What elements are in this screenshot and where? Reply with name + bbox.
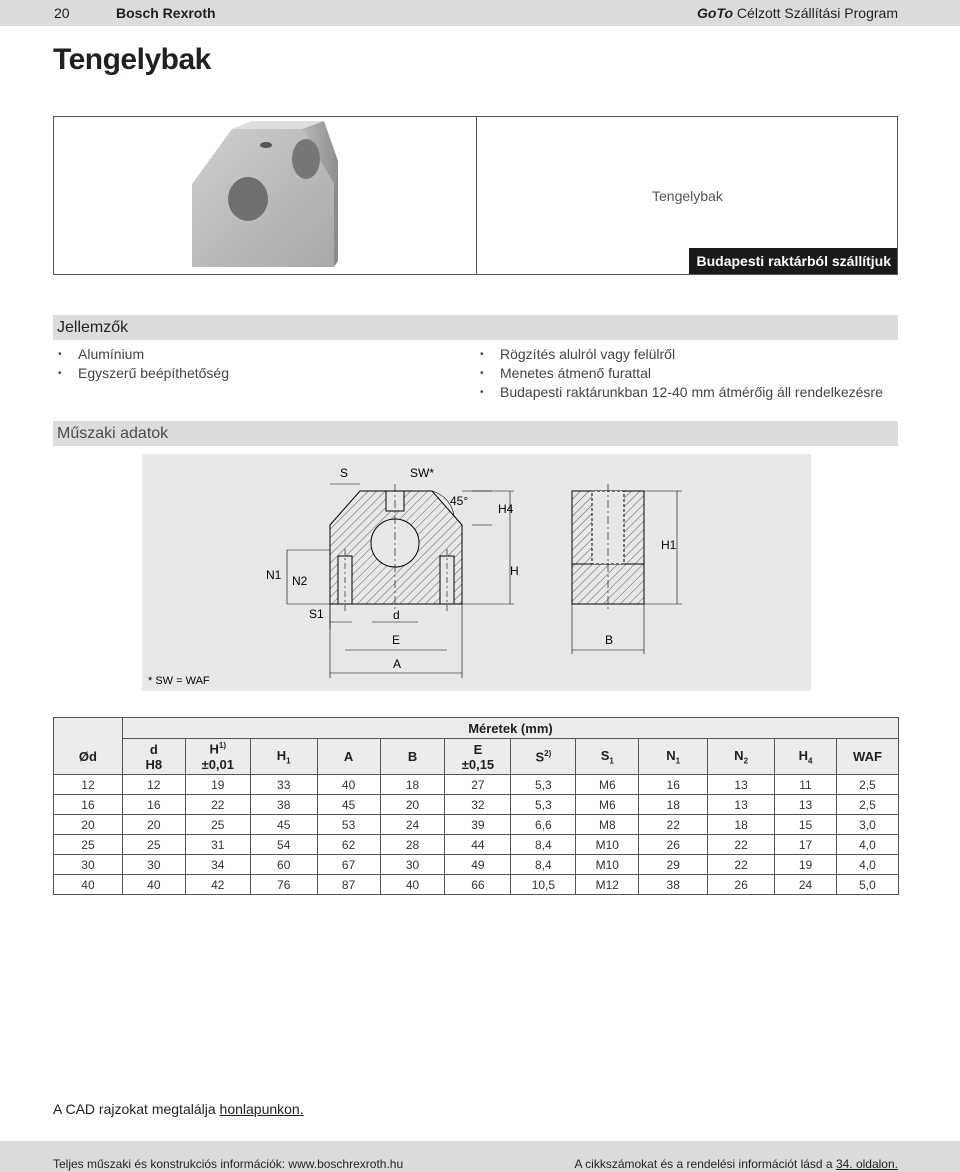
footer-left: Teljes műszaki és konstrukciós információk: www.boschrexroth.hu bbox=[53, 1157, 404, 1171]
table-cell: 40 bbox=[380, 875, 445, 895]
col-d bbox=[122, 739, 185, 775]
table-cell: 25 bbox=[122, 835, 185, 855]
col-h1-text: H bbox=[276, 747, 287, 763]
label-h1: H1 bbox=[661, 538, 677, 552]
table-cell: 3,0 bbox=[836, 815, 898, 835]
feature-item: • Menetes átmenő furattal bbox=[500, 364, 883, 383]
col-waf: WAF bbox=[836, 739, 898, 775]
table-cell: 2,5 bbox=[836, 795, 898, 815]
table-cell: 16 bbox=[639, 775, 708, 795]
footer-page-link[interactable]: 34. oldalon. bbox=[835, 1157, 898, 1171]
table-cell: 29 bbox=[639, 855, 708, 875]
drawing-svg bbox=[142, 454, 811, 691]
table-cell: 11 bbox=[775, 775, 837, 795]
group-header: Méretek (mm) bbox=[122, 718, 898, 739]
table-cell: 44 bbox=[445, 835, 511, 855]
col-b: B bbox=[380, 739, 445, 775]
table-cell: 39 bbox=[445, 815, 511, 835]
col-h bbox=[185, 739, 250, 775]
label-a: A bbox=[393, 657, 402, 671]
page-footer bbox=[0, 1141, 960, 1172]
table-cell: M12 bbox=[576, 875, 639, 895]
col-h4-sub: 4 bbox=[807, 756, 813, 766]
table-cell: 54 bbox=[250, 835, 317, 855]
col-d-line1: d bbox=[149, 741, 158, 757]
table-row bbox=[54, 775, 899, 795]
footer-right-text: A cikkszámokat és a rendelési információt lásd a bbox=[574, 1157, 836, 1171]
hero-divider bbox=[476, 117, 477, 274]
page-number: 20 bbox=[54, 5, 70, 21]
table-cell: 4,0 bbox=[836, 835, 898, 855]
table-cell: 60 bbox=[250, 855, 317, 875]
table-cell: 30 bbox=[380, 855, 445, 875]
table-cell: 38 bbox=[250, 795, 317, 815]
table-cell: 18 bbox=[380, 775, 445, 795]
table-cell: 87 bbox=[317, 875, 380, 895]
table-cell: 33 bbox=[250, 775, 317, 795]
label-sw-note: * SW = WAF bbox=[148, 675, 210, 687]
col-od: Ød bbox=[54, 739, 123, 775]
table-cell: 26 bbox=[708, 875, 775, 895]
table-cell: 28 bbox=[380, 835, 445, 855]
col-n1 bbox=[639, 739, 708, 775]
label-h4: H4 bbox=[498, 502, 514, 516]
table-cell: 24 bbox=[380, 815, 445, 835]
table-cell: 18 bbox=[708, 815, 775, 835]
table-body bbox=[54, 775, 899, 895]
table-cell: 66 bbox=[445, 875, 511, 895]
table-cell: 6,6 bbox=[511, 815, 576, 835]
col-h4-text: H bbox=[798, 747, 808, 763]
col-h4 bbox=[775, 739, 837, 775]
col-s-note: 2) bbox=[544, 748, 552, 758]
table-cell: 45 bbox=[250, 815, 317, 835]
program-name-bold: GoTo bbox=[697, 5, 734, 21]
page-title: Tengelybak bbox=[53, 43, 211, 76]
col-e bbox=[445, 739, 511, 775]
stock-badge: Budapesti raktárból szállítjuk bbox=[689, 248, 898, 274]
product-caption: Tengelybak bbox=[652, 188, 723, 204]
table-cell: 16 bbox=[54, 795, 123, 815]
table-cell: 40 bbox=[122, 875, 185, 895]
table-cell: 49 bbox=[445, 855, 511, 875]
table-cell: 22 bbox=[639, 815, 708, 835]
table-cell: 22 bbox=[185, 795, 250, 815]
program-name bbox=[697, 0, 898, 26]
label-d: d bbox=[393, 608, 400, 622]
table-cell: 30 bbox=[54, 855, 123, 875]
table-cell: 5,0 bbox=[836, 875, 898, 895]
footer-right bbox=[574, 1157, 898, 1171]
col-a: A bbox=[317, 739, 380, 775]
table-cell: 8,4 bbox=[511, 835, 576, 855]
table-row bbox=[54, 855, 899, 875]
table-cell: 24 bbox=[775, 875, 837, 895]
table-cell: 12 bbox=[54, 775, 123, 795]
col-s bbox=[511, 739, 576, 775]
table-cell: 5,3 bbox=[511, 775, 576, 795]
table-cell: 5,3 bbox=[511, 795, 576, 815]
table-cell: 42 bbox=[185, 875, 250, 895]
cad-note bbox=[53, 1101, 304, 1117]
table-cell: 67 bbox=[317, 855, 380, 875]
table-cell: M6 bbox=[576, 795, 639, 815]
col-s1 bbox=[576, 739, 639, 775]
table-cell: 40 bbox=[54, 875, 123, 895]
features-right bbox=[500, 345, 883, 402]
table-cell: 19 bbox=[775, 855, 837, 875]
table-cell: 38 bbox=[639, 875, 708, 895]
feature-item: • Rögzítés alulról vagy felülről bbox=[500, 345, 883, 364]
label-h: H bbox=[510, 564, 519, 578]
tech-heading: Műszaki adatok bbox=[53, 421, 898, 446]
col-n2-text: N bbox=[734, 747, 744, 763]
label-n1: N1 bbox=[266, 568, 282, 582]
label-angle: 45° bbox=[450, 494, 469, 508]
table-cell: 8,4 bbox=[511, 855, 576, 875]
col-e-text: E bbox=[473, 741, 483, 757]
product-image bbox=[184, 121, 344, 271]
col-s1-text: S bbox=[600, 747, 610, 763]
cad-link[interactable]: honlapunkon. bbox=[219, 1101, 304, 1117]
table-cell: 22 bbox=[708, 835, 775, 855]
table-cell: 27 bbox=[445, 775, 511, 795]
col-s-text: S bbox=[535, 749, 545, 765]
table-cell: 10,5 bbox=[511, 875, 576, 895]
table-cell: 20 bbox=[54, 815, 123, 835]
table-cell: M6 bbox=[576, 775, 639, 795]
table-cell: 16 bbox=[122, 795, 185, 815]
features-heading: Jellemzők bbox=[53, 315, 898, 340]
label-s: S bbox=[340, 466, 349, 480]
table-cell: 13 bbox=[775, 795, 837, 815]
table-cell: 26 bbox=[639, 835, 708, 855]
col-n1-text: N bbox=[666, 747, 676, 763]
table-cell: 25 bbox=[185, 815, 250, 835]
table-row bbox=[54, 835, 899, 855]
table-cell: 25 bbox=[54, 835, 123, 855]
cad-note-text: A CAD rajzokat megtalálja bbox=[53, 1101, 220, 1117]
col-e-tol: ±0,15 bbox=[461, 756, 495, 772]
header-blank bbox=[54, 718, 123, 739]
label-n2: N2 bbox=[292, 574, 308, 588]
label-s1: S1 bbox=[309, 607, 324, 621]
table-cell: 4,0 bbox=[836, 855, 898, 875]
product-hero bbox=[53, 116, 898, 275]
table-cell: 20 bbox=[122, 815, 185, 835]
label-sw: SW* bbox=[410, 466, 434, 480]
table-cell: 53 bbox=[317, 815, 380, 835]
table-cell: 13 bbox=[708, 795, 775, 815]
table-cell: 18 bbox=[639, 795, 708, 815]
feature-item: • Egyszerű beépíthetőség bbox=[78, 364, 229, 383]
features-left bbox=[78, 345, 229, 383]
col-h-text: H bbox=[209, 741, 219, 757]
table-cell: 12 bbox=[122, 775, 185, 795]
table-cell: 17 bbox=[775, 835, 837, 855]
table-cell: 34 bbox=[185, 855, 250, 875]
table-row bbox=[54, 875, 899, 895]
table-cell: 19 bbox=[185, 775, 250, 795]
table-cell: M10 bbox=[576, 835, 639, 855]
col-h1 bbox=[250, 739, 317, 775]
brand-name: Bosch Rexroth bbox=[116, 5, 216, 21]
table-cell: 62 bbox=[317, 835, 380, 855]
table-cell: M8 bbox=[576, 815, 639, 835]
col-n1-sub: 1 bbox=[675, 756, 681, 766]
program-name-rest: Célzott Szállítási Program bbox=[733, 5, 898, 21]
table-cell: 31 bbox=[185, 835, 250, 855]
page-header bbox=[0, 0, 960, 26]
table-cell: 32 bbox=[445, 795, 511, 815]
col-s1-sub: 1 bbox=[609, 756, 614, 766]
col-d-line2: H8 bbox=[145, 756, 163, 772]
label-b: B bbox=[605, 633, 614, 647]
dimensions-table bbox=[53, 717, 899, 895]
table-row bbox=[54, 815, 899, 835]
col-n2-sub: 2 bbox=[743, 756, 749, 766]
table-cell: 40 bbox=[317, 775, 380, 795]
table-cell: 15 bbox=[775, 815, 837, 835]
table-cell: 76 bbox=[250, 875, 317, 895]
col-h-note: 1) bbox=[218, 741, 227, 751]
feature-item: • Budapesti raktárunkban 12-40 mm átmérőig áll rendelkezésre bbox=[500, 383, 883, 402]
col-h1-sub: 1 bbox=[286, 756, 291, 766]
feature-item: • Alumínium bbox=[78, 345, 229, 364]
table-cell: M10 bbox=[576, 855, 639, 875]
col-h-tol: ±0,01 bbox=[201, 756, 234, 772]
label-e: E bbox=[392, 633, 401, 647]
table-cell: 20 bbox=[380, 795, 445, 815]
table-cell: 2,5 bbox=[836, 775, 898, 795]
table-cell: 45 bbox=[317, 795, 380, 815]
technical-drawing bbox=[142, 454, 811, 691]
table-cell: 22 bbox=[708, 855, 775, 875]
table-row bbox=[54, 795, 899, 815]
table-cell: 13 bbox=[708, 775, 775, 795]
table-cell: 30 bbox=[122, 855, 185, 875]
col-n2 bbox=[708, 739, 775, 775]
